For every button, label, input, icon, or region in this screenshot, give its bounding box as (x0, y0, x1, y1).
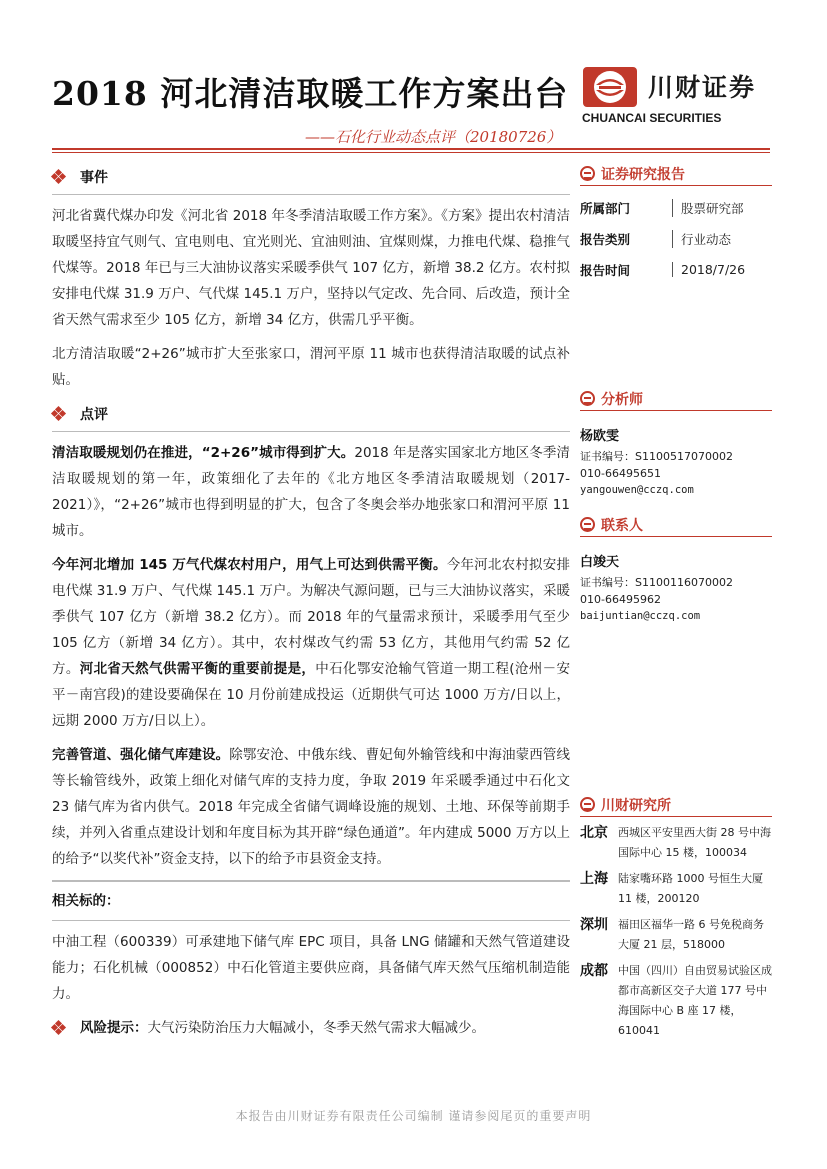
section-divider (52, 194, 570, 195)
report-title: 2018 河北清洁取暖工作方案出台 (52, 74, 569, 113)
analyst-email[interactable]: yangouwen@cczq.com (580, 484, 694, 496)
review-p3-lead: 完善管道、强化储气库建设。 (52, 747, 230, 763)
meta-row-category (580, 223, 772, 254)
footer-disclaimer: 本报告由川财证券有限责任公司编制 谨请参阅尾页的重要声明 (235, 1109, 592, 1123)
contact-phone: 010-66495962 (580, 593, 661, 606)
header-divider-thin (52, 152, 770, 153)
office-beijing (580, 823, 772, 863)
office-shanghai (580, 869, 772, 909)
review-paragraph-1 (52, 440, 570, 544)
analyst-phone: 010-66495651 (580, 467, 661, 480)
logo-english-name: CHUANCAI SECURITIES (582, 111, 722, 125)
review-p3-body: 除鄂安沧、中俄东线、曹妃甸外输管线和中海油蒙西管线等长输管线外，政策上细化对储气库的支持力度，争取 2019 年采暖季通过中石化文 23 储气库为省内供气。2018 年完成全省储气调峰设施的规划、土地、环保等前期手续，并列入省重点建设计划和年度目标为其开辟“绿色通道”。年内建成 5000 万方以上的给予“以奖代补”资金支持，以下的给予市县资金支持。 (52, 747, 571, 867)
analyst-heading (580, 387, 772, 411)
office-address: 福田区福华一路 6 号免税商务大厦 21 层，518000 (618, 918, 764, 951)
section-badge-icon (580, 797, 595, 812)
review-p2-tail: 中石化鄂安沧输气管道一期工程(沧州－安平－南宫段)的建设要确保在 10 月份前建成投运（近期供气可达 1000 万方/日以上，远期 2000 万方/日以上）。 (52, 661, 570, 729)
company-logo (582, 66, 782, 130)
review-paragraph-3 (52, 742, 570, 872)
diamond-bullet-icon (52, 1021, 66, 1035)
event-paragraph: 河北省冀代煤办印发《河北省 2018 年冬季清洁取暖工作方案》。《方案》提出农村清洁取暖坚持宜气则气、宜电则电、宜光则光、宜油则油、宜煤则煤，力推电代煤、稳推气代煤等。2018 年已与三大油协议落实采暖季供气 107 亿方，新增 38.2 亿方。农村拟安排电代煤 31.9 万户、气代煤 145.1 万户，坚持以气定改、先合同、后改造，预计全省天然气需求至少 105 亿方，新增 34 亿方，供需几乎平衡。 (52, 208, 570, 328)
meta-row-department (580, 192, 772, 223)
meta-key: 所属部门 (580, 200, 631, 216)
office-chengdu (580, 961, 772, 1041)
analyst-cert: 证书编号：S1100517070002 (580, 450, 733, 463)
section-badge-icon (580, 166, 595, 181)
section-divider (52, 431, 570, 432)
office-address: 西城区平安里西大街 28 号中海国际中心 15 楼，100034 (618, 826, 771, 859)
section-review-heading (52, 401, 570, 427)
report-info-title: 证券研究报告 (601, 166, 685, 183)
section-divider (52, 920, 570, 921)
risk-label: 风险提示： (80, 1020, 148, 1036)
sidebar (580, 162, 772, 1047)
review-p2-lead: 今年河北增加 145 万气代煤农村用户，用气上可达到供需平衡。 (52, 557, 447, 573)
analyst-name: 杨欧雯 (580, 429, 620, 444)
review-p2-emphasis: 河北省天然气供需平衡的重要前提是， (79, 661, 316, 677)
section-event-title: 事件 (80, 170, 108, 186)
office-city: 深圳 (580, 917, 608, 933)
main-column (52, 162, 570, 1041)
contact-name: 白竣天 (580, 555, 620, 570)
office-city: 成都 (580, 963, 608, 979)
office-city: 上海 (580, 871, 608, 887)
header-divider (52, 148, 770, 150)
review-paragraph-2 (52, 552, 570, 734)
logo-chinese-name: 川财证券 (648, 73, 757, 102)
office-address: 中国（四川）自由贸易试验区成都市高新区交子大道 177 号中海国际中心 B 座 17 楼，610041 (618, 964, 772, 1037)
diamond-bullet-icon (52, 407, 66, 421)
related-stocks-title: 相关标的： (52, 893, 120, 909)
report-subtitle: ——石化行业动态点评（20180726） (305, 128, 562, 146)
contact-title: 联系人 (601, 517, 643, 534)
meta-key: 报告类别 (580, 231, 631, 247)
related-stocks-text: 中油工程（600339）可承建地下储气库 EPC 项目，具备 LNG 储罐和天然气管道建设能力；石化机械（000852）中石化管道主要供应商，具备储气库天然气压缩机制造能力。 (52, 934, 570, 1002)
office-address: 陆家嘴环路 1000 号恒生大厦 11 楼，200120 (618, 872, 763, 905)
review-p2-body: 今年河北农村拟安排电代煤 31.9 万户、气代煤 145.1 万户。为解决气源问题，已与三大油协议落实，采暖季供气 107 亿方（新增 38.2 亿方）。而 2018 年的气量需求预计，采暖季用气至少 105 亿方（新增 34 亿方）。其中，农村煤改气约需 53 亿方，其他用气约需 52 亿方。 (52, 557, 570, 677)
diamond-bullet-icon (52, 170, 66, 184)
meta-row-date (580, 254, 772, 285)
section-event-heading (52, 164, 570, 190)
risk-text: 大气污染防治压力大幅减小，冬季天然气需求大幅减少。 (147, 1020, 485, 1036)
contact-heading (580, 513, 772, 537)
event-paragraph: 北方清洁取暖“2+26”城市扩大至张家口，渭河平原 11 城市也获得清洁取暖的试点补贴。 (52, 346, 570, 388)
analyst-title: 分析师 (601, 391, 643, 408)
section-review-title: 点评 (80, 407, 108, 423)
meta-value: 行业动态 (672, 230, 731, 248)
review-p1-body: 2018 年是落实国家北方地区冬季清洁取暖规划的第一年，政策细化了去年的《北方地区冬季清洁取暖规划（2017-2021）》，“2+26”城市也得到明显的扩大，包含了冬奥会举办地张家口和渭河平原 11 城市。 (52, 445, 570, 539)
section-badge-icon (580, 391, 595, 406)
risk-warning (52, 1015, 570, 1041)
meta-value: 股票研究部 (672, 199, 744, 217)
report-info-heading (580, 162, 772, 186)
institute-heading (580, 793, 772, 817)
meta-key: 报告时间 (580, 262, 631, 278)
meta-value: 2018/7/26 (672, 262, 745, 277)
office-shenzhen (580, 915, 772, 955)
review-p1-lead: 清洁取暖规划仍在推进，“2+26”城市得到扩大。 (52, 445, 355, 461)
section-divider (52, 880, 570, 882)
contact-email[interactable]: baijuntian@cczq.com (580, 610, 701, 622)
office-city: 北京 (580, 825, 608, 841)
section-badge-icon (580, 517, 595, 532)
contact-cert: 证书编号：S1100116070002 (580, 576, 733, 589)
institute-title: 川财研究所 (601, 797, 671, 814)
